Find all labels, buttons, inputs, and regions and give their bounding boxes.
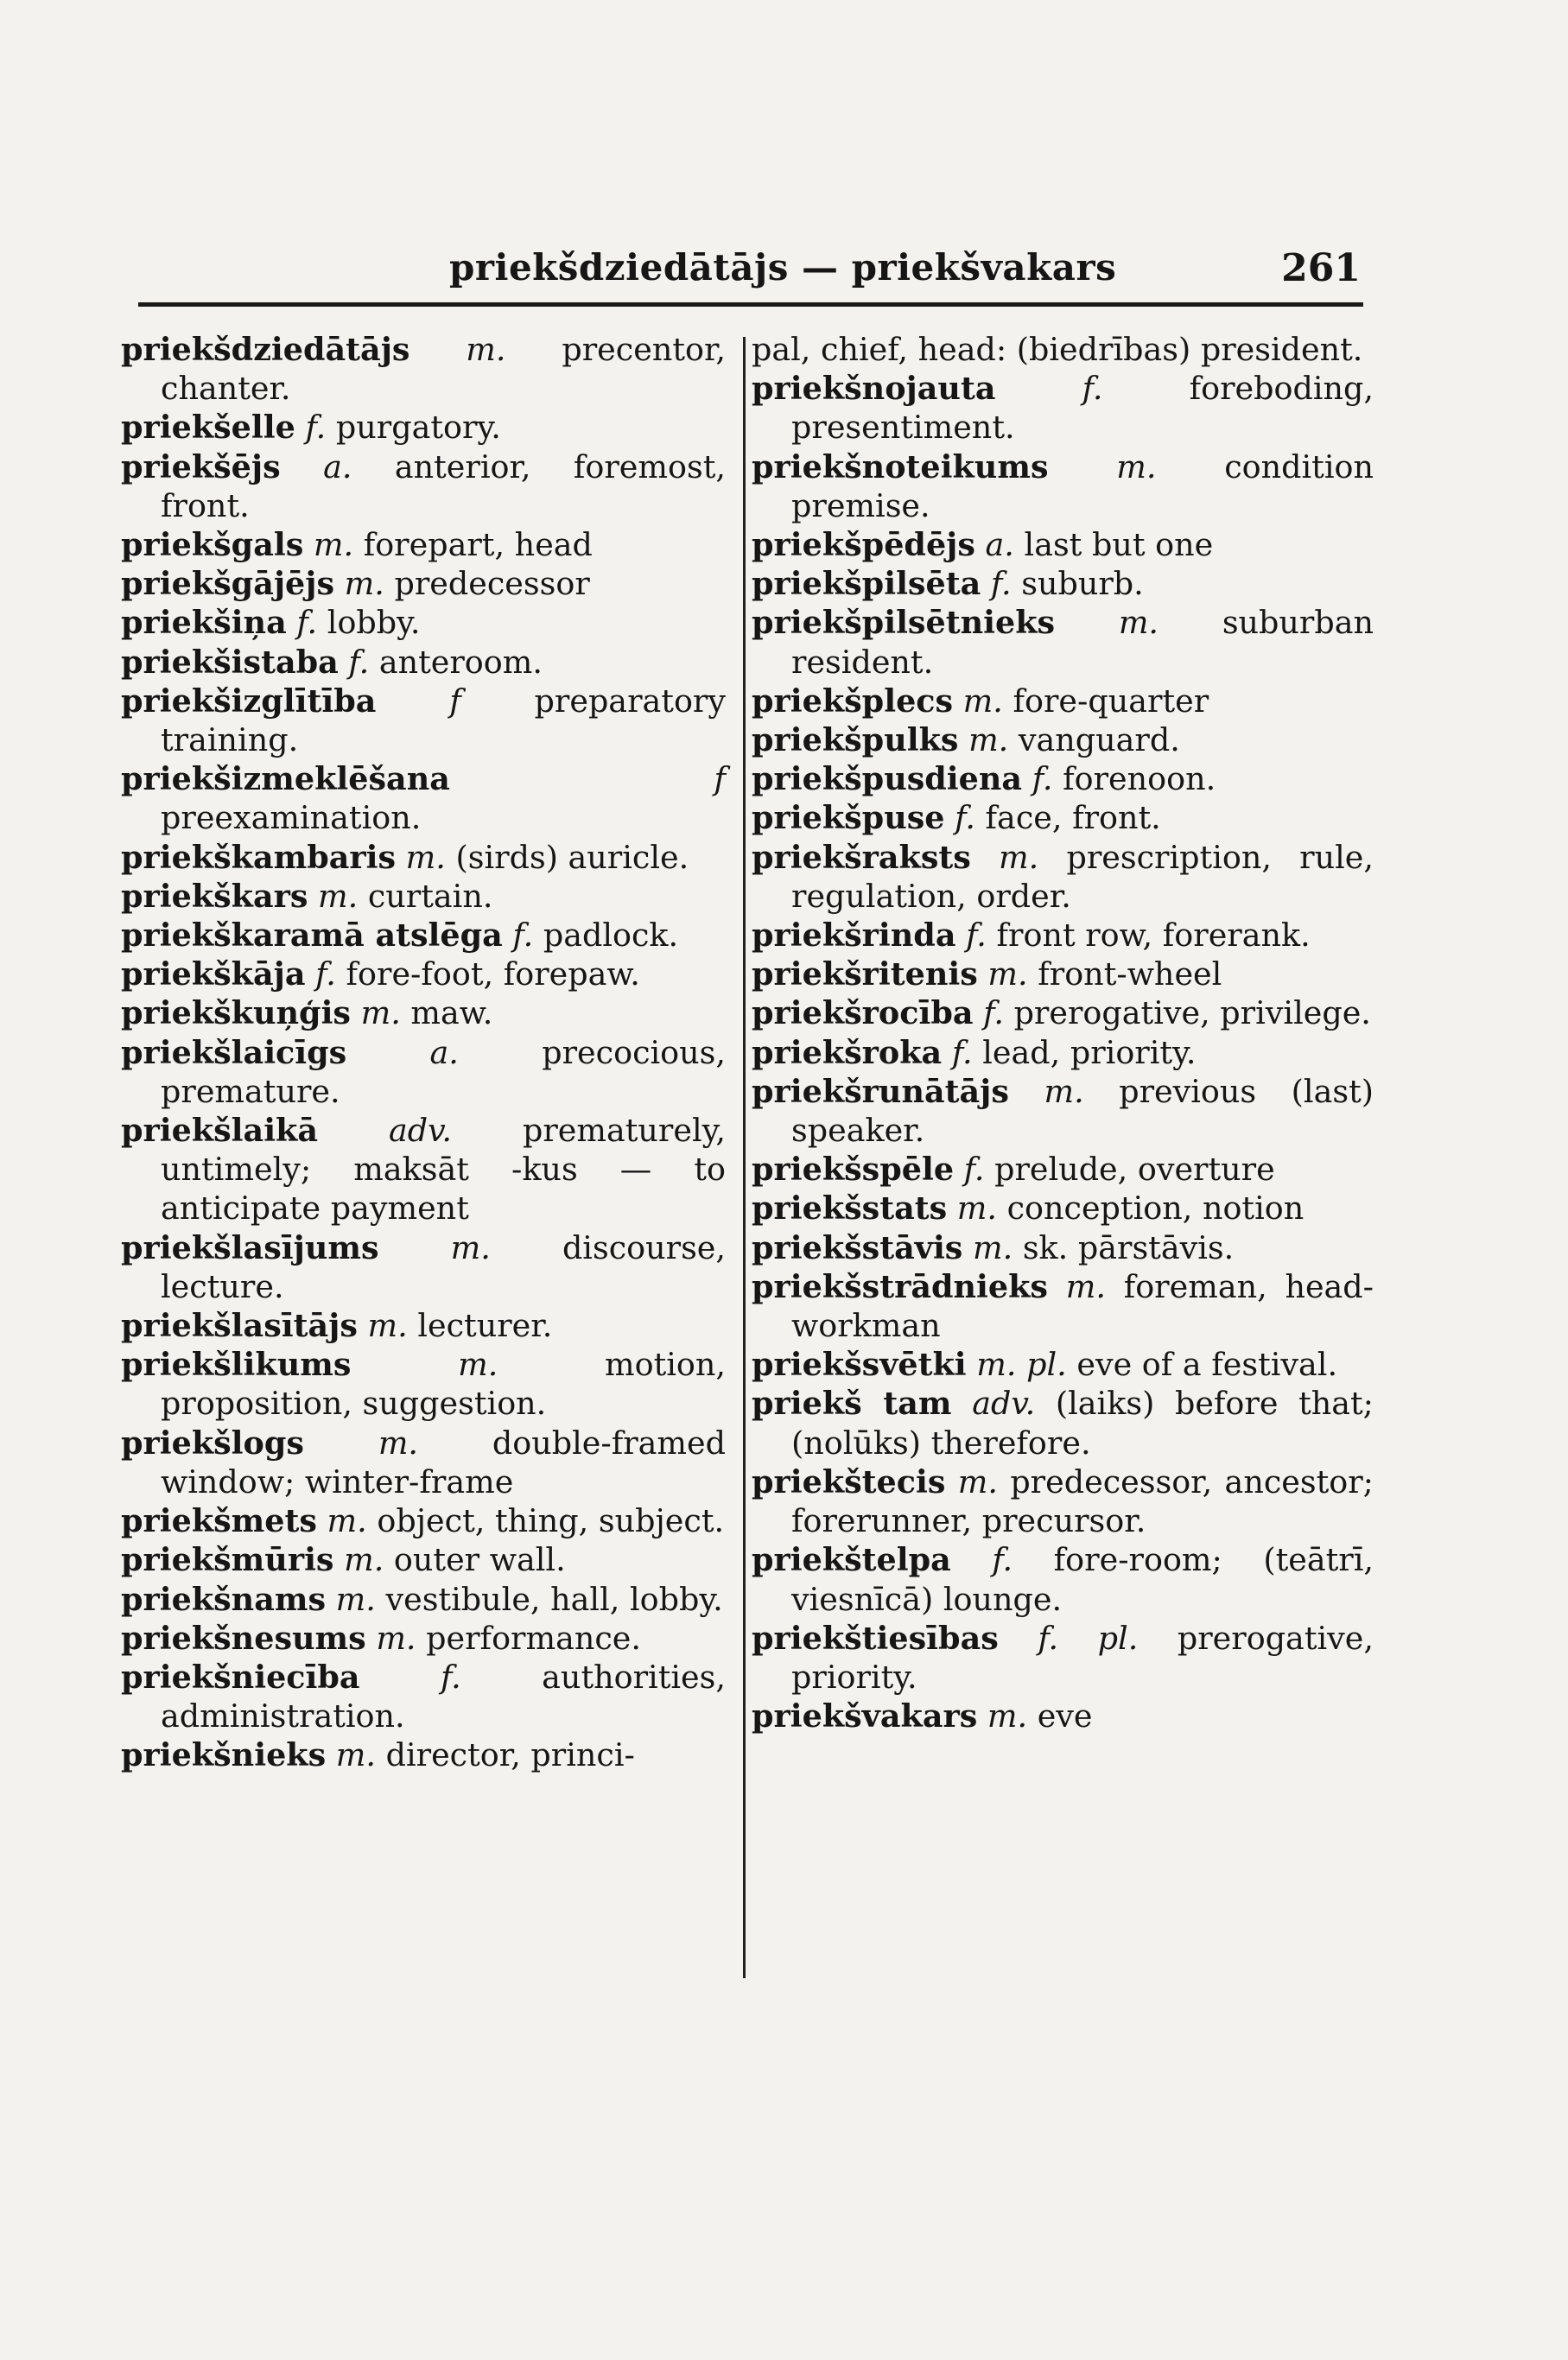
headword: priekšrunātājs (752, 1072, 1009, 1110)
definition: purgatory. (335, 409, 501, 447)
grammar-label: m. (987, 1697, 1028, 1735)
definition: prerogative, priority. (791, 1619, 1374, 1696)
definition: performance. (426, 1619, 642, 1657)
headword: priekšsvētki (752, 1346, 967, 1384)
headword: priekšmets (121, 1502, 317, 1540)
grammar-label: f. (512, 917, 534, 955)
grammar-label: f. (951, 1033, 973, 1071)
dictionary-entry (752, 447, 1374, 525)
dictionary-entry (121, 1345, 726, 1423)
definition: forenoon. (1063, 760, 1216, 798)
definition: anteroom. (378, 643, 543, 681)
grammar-label: a. (323, 447, 352, 485)
dictionary-entry (121, 564, 726, 603)
headword: priekšlogs (121, 1424, 304, 1462)
grammar-label: adv. (388, 1112, 452, 1150)
definition: motion, proposition, suggestion. (161, 1346, 726, 1423)
definition: prescription, rule, regulation, order. (791, 838, 1374, 915)
headword: priekšlasījums (121, 1228, 379, 1266)
definition: anterior, foremost, front. (161, 447, 726, 524)
dictionary-entry (752, 1697, 1374, 1735)
definition: fore-foot, forepaw. (346, 955, 640, 993)
definition: suburb. (1021, 565, 1144, 603)
definition: forepart, head (363, 526, 593, 564)
grammar-label: a. (429, 1033, 459, 1071)
headword: priekšpilsētnieks (752, 604, 1056, 642)
dictionary-entry (121, 643, 726, 682)
dictionary-entry (121, 1501, 726, 1540)
headword: priekšmūris (121, 1541, 334, 1579)
dictionary-entry (752, 369, 1374, 447)
grammar-label: a. (985, 526, 1014, 564)
headword: priekšroka (752, 1033, 943, 1071)
headword: priekšlaikā (121, 1112, 319, 1150)
dictionary-entry (752, 916, 1374, 955)
definition: prematurely, untimely; maksāt -kus — to anticipate payment (161, 1112, 727, 1228)
dictionary-entry (752, 1072, 1374, 1150)
definition: last but one (1024, 526, 1214, 564)
definition: vanguard. (1018, 721, 1180, 759)
dictionary-entry (121, 1658, 726, 1735)
grammar-label: m. (1116, 447, 1157, 485)
headword: priekšnoteikums (752, 447, 1049, 485)
headword: priekšlaicīgs (121, 1033, 347, 1071)
dictionary-entry (121, 1033, 726, 1111)
grammar-label: adv. (972, 1385, 1036, 1423)
grammar-label: f. (955, 799, 975, 837)
headword: priekškars (121, 877, 308, 915)
dictionary-entry (121, 682, 726, 759)
grammar-label: m. (344, 565, 384, 603)
grammar-label: m. (327, 1502, 367, 1540)
headword: priekšrinda (752, 917, 956, 955)
grammar-label: m. (957, 1462, 998, 1500)
definition: precentor, chanter. (161, 331, 727, 408)
headword: priekšrocība (752, 994, 974, 1032)
grammar-label: f. (983, 994, 1004, 1032)
dictionary-entry (752, 1345, 1374, 1384)
headword: priekšnams (121, 1580, 327, 1618)
dictionary-entry (121, 1424, 726, 1501)
right-column (752, 330, 1374, 1735)
dictionary-entry (121, 955, 726, 993)
grammar-label: f. (348, 643, 370, 681)
grammar-label: f (714, 760, 726, 798)
dictionary-entry (121, 1619, 726, 1658)
headword: priekšspēle (752, 1151, 955, 1189)
dictionary-entry (121, 916, 726, 955)
headword: priekšlikums (121, 1346, 352, 1384)
headword: priekšniecība (121, 1658, 360, 1696)
headword: priekštiesības (752, 1619, 999, 1657)
headword: priekšlasītājs (121, 1307, 358, 1345)
grammar-label: m. (968, 721, 1009, 759)
grammar-label: f. (963, 1151, 985, 1189)
headword: priekšpuse (752, 799, 945, 837)
grammar-label: f. (1082, 370, 1103, 408)
headword: priekšiņa (121, 604, 287, 642)
headword: priekšistaba (121, 643, 339, 681)
dictionary-entry (752, 759, 1374, 798)
definition: (sirds) auricle. (455, 838, 689, 876)
dictionary-entry (121, 1540, 726, 1579)
grammar-label: f. (992, 1541, 1013, 1579)
grammar-label: m. (360, 994, 401, 1032)
headword: priekšraksts (752, 838, 971, 876)
dictionary-entry (121, 1580, 726, 1619)
dictionary-entry (752, 993, 1374, 1032)
grammar-label: f. pl. (1038, 1619, 1139, 1657)
dictionary-entry (121, 877, 726, 916)
dictionary-entry (121, 759, 726, 837)
grammar-label: m. (458, 1346, 498, 1384)
dictionary-entry (121, 993, 726, 1032)
headword: priekšpēdējs (752, 526, 975, 564)
definition: authorities, administration. (161, 1658, 726, 1735)
definition: face, front. (985, 799, 1161, 837)
dictionary-entry (121, 1735, 726, 1774)
grammar-label: m. (1044, 1072, 1084, 1110)
definition: precocious, premature. (161, 1033, 726, 1110)
headword: priekštelpa (752, 1541, 951, 1579)
definition: lead, priority. (982, 1033, 1197, 1071)
page-header (138, 246, 1365, 298)
grammar-label: m. (466, 331, 506, 368)
definition: vestibule, hall, lobby. (385, 1580, 723, 1618)
dictionary-entry (121, 447, 726, 525)
definition: preparatory training. (161, 682, 726, 759)
grammar-label: f. (990, 565, 1012, 603)
grammar-label: m. (972, 1228, 1013, 1266)
dictionary-entry (752, 1150, 1374, 1189)
dictionary-entry (121, 603, 726, 642)
grammar-label: f. (305, 409, 327, 447)
headword: priekšstāvis (752, 1228, 963, 1266)
dictionary-entry (752, 955, 1374, 993)
definition: discourse, lecture. (161, 1228, 727, 1305)
dictionary-entry (121, 838, 726, 877)
grammar-label: m. (987, 955, 1028, 993)
dictionary-entry (752, 1384, 1374, 1462)
definition: front-wheel (1038, 955, 1222, 993)
grammar-label: m. (344, 1541, 384, 1579)
headword: priekšstats (752, 1190, 948, 1228)
dictionary-entry (121, 408, 726, 447)
definition: prerogative, privilege. (1013, 994, 1371, 1032)
definition: fore-quarter (1013, 682, 1209, 720)
grammar-label: f. (440, 1658, 461, 1696)
headword: priekšnesums (121, 1619, 366, 1657)
headword: priekšpilsēta (752, 565, 981, 603)
definition: curtain. (367, 877, 493, 915)
definition: pal, chief, head: (biedrības) president. (752, 331, 1363, 368)
definition: suburban resident. (791, 604, 1374, 681)
definition: foreman, head-workman (791, 1267, 1374, 1345)
dictionary-entry (752, 1462, 1374, 1540)
definition: lobby. (327, 604, 421, 642)
grammar-label: m. (1118, 604, 1159, 642)
definition: eve (1037, 1697, 1093, 1735)
grammar-label: m. (313, 526, 354, 564)
dictionary-entry (752, 1189, 1374, 1228)
dictionary-entry (752, 798, 1374, 837)
grammar-label: m. pl. (976, 1346, 1067, 1384)
definition: fore-room; (teātrī, viesnīcā) lounge. (791, 1541, 1374, 1618)
definition: maw. (410, 994, 493, 1032)
dictionary-entry (121, 330, 726, 408)
grammar-label: f. (315, 955, 336, 993)
headword: priekškaramā atslēga (121, 917, 503, 955)
headword: priekšizglītība (121, 682, 377, 720)
grammar-label: m. (335, 1736, 376, 1774)
definition: eve of a festival. (1076, 1346, 1338, 1384)
headword: priekšgals (121, 526, 304, 564)
headword: priekš tam (752, 1385, 952, 1423)
definition: object, thing, subject. (377, 1502, 725, 1540)
headword: priekšgājējs (121, 565, 335, 603)
grammar-label: m. (318, 877, 359, 915)
headword: priekškāja (121, 955, 306, 993)
headword: priekškuņģis (121, 994, 351, 1032)
dictionary-entry (752, 564, 1374, 603)
definition: lecturer. (417, 1307, 553, 1345)
headword: priekšējs (121, 447, 281, 485)
dictionary-entry (121, 1306, 726, 1345)
definition: predecessor, ancestor; forerunner, precursor. (791, 1462, 1374, 1540)
dictionary-entry (752, 682, 1374, 720)
definition: previous (last) speaker. (791, 1072, 1374, 1150)
column-divider (743, 337, 746, 1978)
definition: (laiks) before that; (nolūks) therefore. (791, 1385, 1374, 1462)
grammar-label: f (449, 682, 461, 720)
definition: front row, forerank. (996, 917, 1311, 955)
dictionary-entry (752, 525, 1374, 564)
dictionary-entry (752, 1540, 1374, 1618)
definition: outer wall. (393, 1541, 566, 1579)
headword: priekšstrādnieks (752, 1267, 1048, 1305)
running-head: priekšdziedātājs — priekšvakars (449, 246, 1117, 289)
grammar-label: m. (999, 838, 1039, 876)
definition: director, princi- (385, 1736, 635, 1774)
headword: priekšpulks (752, 721, 959, 759)
headword: priekšpusdiena (752, 760, 1023, 798)
dictionary-entry (752, 720, 1374, 759)
headword: priekšvakars (752, 1697, 978, 1735)
headword: priekšnojauta (752, 370, 996, 408)
definition: sk. pārstāvis. (1022, 1228, 1235, 1266)
dictionary-entry (752, 838, 1374, 916)
grammar-label: m. (405, 838, 446, 876)
dictionary-entry (121, 1111, 726, 1228)
headword: priekštecis (752, 1462, 946, 1500)
headword: priekšelle (121, 409, 295, 447)
dictionary-entry (121, 1228, 726, 1306)
dictionary-entry (752, 330, 1374, 369)
grammar-label: f. (296, 604, 318, 642)
page-number: 261 (1281, 246, 1361, 290)
grammar-label: f. (1032, 760, 1053, 798)
grammar-label: f. (966, 917, 987, 955)
dictionary-entry (752, 1267, 1374, 1345)
dictionary-entry (752, 1033, 1374, 1072)
grammar-label: m. (1065, 1267, 1106, 1305)
grammar-label: m. (367, 1307, 408, 1345)
grammar-label: m. (376, 1619, 416, 1657)
dictionary-entry (121, 525, 726, 564)
definition: condition premise. (791, 447, 1374, 524)
grammar-label: m. (956, 1190, 997, 1228)
definition: foreboding, presentiment. (791, 370, 1374, 447)
definition: padlock. (543, 917, 679, 955)
grammar-label: m. (962, 682, 1003, 720)
headword: priekšizmeklēšana (121, 760, 450, 798)
headword: priekšplecs (752, 682, 954, 720)
headword: priekšdziedātājs (121, 331, 410, 368)
definition: preexamination. (161, 799, 422, 837)
definition: conception, notion (1006, 1190, 1305, 1228)
dictionary-entry (752, 1228, 1374, 1267)
headword: priekšritenis (752, 955, 978, 993)
definition: prelude, overture (994, 1151, 1275, 1189)
headword: priekškambaris (121, 838, 397, 876)
header-rule (138, 302, 1363, 307)
grammar-label: m. (450, 1228, 491, 1266)
headword: priekšnieks (121, 1736, 327, 1774)
dictionary-entry (752, 1619, 1374, 1697)
left-column (121, 330, 726, 1775)
definition: double-framed window; winter-frame (161, 1424, 726, 1500)
dictionary-entry (752, 603, 1374, 681)
grammar-label: m. (335, 1580, 376, 1618)
grammar-label: m. (378, 1424, 419, 1462)
definition: predecessor (394, 565, 590, 603)
